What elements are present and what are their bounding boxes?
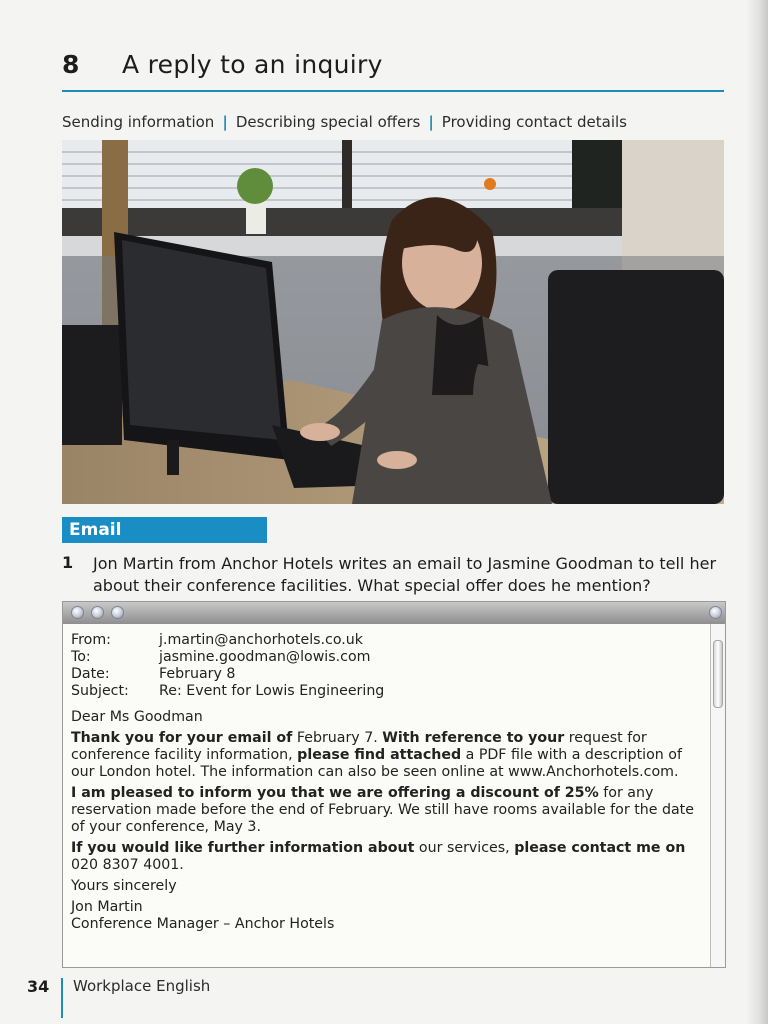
task-number: 1 bbox=[62, 553, 74, 572]
signature-title: Conference Manager – Anchor Hotels bbox=[71, 916, 335, 932]
email-date-row bbox=[71, 666, 703, 683]
phrase-text: 020 8307 4001. bbox=[71, 857, 184, 873]
to-address: jasmine.goodman@lowis.com bbox=[159, 649, 371, 665]
email-scrollbar bbox=[710, 624, 725, 967]
email-date: February 8 bbox=[159, 666, 236, 682]
subject-label: Subject: bbox=[71, 683, 129, 699]
topic-separator: | bbox=[428, 113, 434, 131]
from-label: From: bbox=[71, 632, 111, 648]
unit-title: A reply to an inquiry bbox=[122, 50, 383, 79]
window-zoom-dot-icon bbox=[111, 606, 124, 619]
email-titlebar bbox=[63, 602, 725, 624]
email-from-row bbox=[71, 632, 703, 649]
phrase-bold: please contact me on bbox=[514, 840, 686, 856]
scrollbar-thumb bbox=[713, 640, 723, 708]
section-label: Email bbox=[62, 517, 267, 543]
topic-separator: | bbox=[222, 113, 228, 131]
email-window bbox=[62, 601, 726, 968]
from-address: j.martin@anchorhotels.co.uk bbox=[159, 632, 363, 648]
email-to-row bbox=[71, 649, 703, 666]
phrase-text: February 7. bbox=[292, 730, 383, 746]
page-number: 34 bbox=[27, 977, 50, 996]
office-photo bbox=[62, 140, 724, 504]
email-greeting: Dear Ms Goodman bbox=[71, 709, 203, 725]
topic-item: Providing contact details bbox=[441, 113, 627, 131]
phrase-bold: If you would like further information about bbox=[71, 840, 415, 856]
phrase-text: a PDF file with a description of our London hotel. The information can also be seen online at www.Anchorhotels.com. bbox=[71, 747, 682, 780]
footer-divider bbox=[61, 978, 63, 1018]
email-subject: Re: Event for Lowis Engineering bbox=[159, 683, 385, 699]
email-paragraph-1 bbox=[71, 730, 703, 781]
email-subject-row bbox=[71, 683, 703, 700]
window-close-dot-icon bbox=[71, 606, 84, 619]
window-minimize-dot-icon bbox=[91, 606, 104, 619]
unit-heading bbox=[62, 50, 724, 92]
topic-list bbox=[62, 113, 627, 133]
to-label: To: bbox=[71, 649, 91, 665]
phrase-text: our services, bbox=[414, 840, 515, 856]
date-label: Date: bbox=[71, 666, 110, 682]
phrase-bold: please find attached bbox=[297, 747, 462, 763]
unit-number: 8 bbox=[62, 50, 80, 79]
topic-item: Sending information bbox=[62, 113, 215, 131]
phrase-text: for any reservation made before the end of February. We still have rooms available for the date of your conference, May 3. bbox=[71, 785, 694, 835]
email-paragraph-2 bbox=[71, 785, 703, 836]
window-toggle-dot-icon bbox=[709, 606, 722, 619]
phrase-bold: Thank you for your email of bbox=[71, 730, 293, 746]
phrase-text: request for conference facility information, bbox=[71, 730, 647, 763]
book-title: Workplace English bbox=[73, 977, 211, 995]
email-paragraph-3 bbox=[71, 840, 703, 874]
email-body bbox=[71, 632, 703, 933]
signature-name: Jon Martin bbox=[71, 899, 143, 915]
email-closing: Yours sincerely bbox=[71, 878, 177, 894]
phrase-bold: I am pleased to inform you that we are offering a discount of 25% bbox=[71, 785, 599, 801]
page-edge-shadow bbox=[746, 0, 768, 1024]
topic-item: Describing special offers bbox=[235, 113, 421, 131]
task-instructions: Jon Martin from Anchor Hotels writes an email to Jasmine Goodman to tell her about their conference facilities. What special offer does he mention? bbox=[93, 554, 717, 595]
office-photo-illustration bbox=[62, 140, 724, 504]
phrase-bold: With reference to your bbox=[382, 730, 565, 746]
